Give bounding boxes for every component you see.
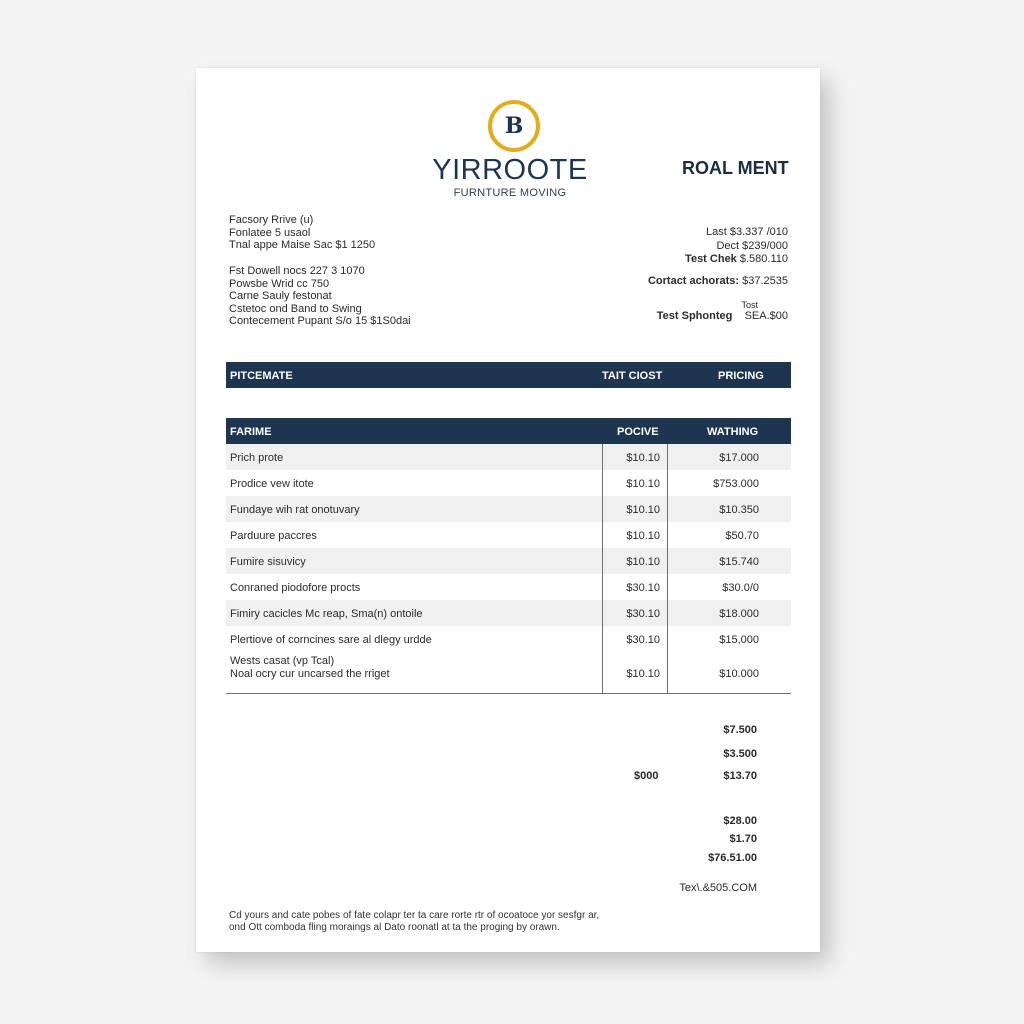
company-name: YIRROOTE	[432, 154, 588, 186]
address-line: Fst Dowell nocs 227 3 1070	[229, 265, 365, 277]
address-line: Contecement Pupant S/o 15 $1S0dai	[229, 315, 411, 327]
table-row	[226, 574, 791, 600]
summary-header-band	[226, 362, 791, 388]
row-amount: $10.350	[719, 504, 759, 516]
table-header-col-3: WATHING	[707, 426, 759, 438]
row-unit-price: $30.10	[626, 634, 660, 646]
company-logo	[488, 100, 540, 152]
grand-total: $76.51.00	[708, 852, 757, 864]
table-row	[226, 522, 791, 548]
row-amount: $30.0/0	[722, 582, 759, 594]
row-amount: $10.000	[719, 668, 759, 680]
contact-meta	[648, 275, 788, 289]
contact-label: Cortact achorats:	[647, 275, 740, 287]
row-amount: $17.000	[719, 452, 759, 464]
company-tagline: FURNTURE MOVING	[453, 187, 567, 199]
total-value: $13.70	[723, 770, 757, 782]
table-row	[226, 652, 791, 692]
invoice-sheet	[196, 68, 820, 952]
meta-value: $.580.110	[739, 253, 788, 265]
row-unit-price: $30.10	[626, 582, 660, 594]
invoice-meta	[685, 226, 788, 267]
footnote-line: ond Ott comboda fling moraings al Dato roonatl at ta the proging by orawn.	[229, 922, 560, 933]
row-description: Fumire sisuvicy	[230, 556, 306, 568]
address-line: Carne Sauly festonat	[229, 290, 332, 302]
table-row	[226, 626, 791, 652]
meta-line: Dect $239/000	[716, 239, 788, 252]
table-row	[226, 600, 791, 626]
table-bottom-rule	[226, 693, 791, 694]
total-label-value: $000	[634, 770, 659, 782]
total-value: $7.500	[723, 724, 757, 736]
row-description: Fundaye wih rat onotuvary	[230, 504, 360, 516]
row-amount: $50.70	[725, 530, 759, 542]
total-value: $3.500	[723, 748, 757, 760]
table-header	[226, 418, 791, 444]
contact-value: $37.2535	[742, 275, 788, 287]
row-unit-price: $10.10	[626, 668, 660, 680]
row-description: Prodice vew itote	[230, 478, 314, 490]
row-description-line-2: Noal ocry cur uncarsed the rriget	[230, 668, 390, 680]
table-row	[226, 548, 791, 574]
total-value: $1.70	[729, 833, 757, 845]
table-row	[226, 496, 791, 522]
row-description: Fimiry cacicles Mc reap, Sma(n) ontoile	[230, 608, 423, 620]
row-description	[230, 655, 390, 681]
row-description: Plertiove of corncines sare al dlegy urdde	[230, 634, 432, 646]
row-description: Parduure paccres	[230, 530, 317, 542]
address-line: Cstetoc ond Band to Swing	[229, 302, 362, 315]
row-unit-price: $10.10	[626, 478, 660, 490]
table-divider	[602, 444, 603, 693]
table-row	[226, 444, 791, 470]
row-amount: $15,000	[719, 634, 759, 646]
ship-value: SEA.$00	[744, 310, 788, 322]
address-line: Fonlatee 5 usaol	[229, 226, 311, 239]
row-description: Prich prote	[230, 452, 284, 464]
meta-label: Test Chek	[685, 253, 737, 265]
ship-meta	[657, 310, 788, 324]
meta-line	[685, 253, 788, 267]
address-block-1	[229, 214, 375, 252]
row-amount: $18.000	[719, 608, 759, 620]
table-row	[226, 470, 791, 496]
row-amount: $753.000	[713, 478, 759, 490]
table-header-col-2: POCIVE	[617, 426, 659, 438]
table-header-col-1: FARIME	[230, 426, 272, 438]
website-text: Tex\.&505.COM	[679, 882, 757, 894]
total-value: $28.00	[723, 815, 757, 827]
row-unit-price: $10.10	[626, 452, 660, 464]
meta-line: Last $3.337 /010	[706, 226, 788, 238]
row-unit-price: $10.10	[626, 504, 660, 516]
document-title: ROAL MENT	[682, 158, 789, 178]
logo-letter: B	[504, 113, 524, 139]
footnote-line: Cd yours and cate pobes of fate colapr ter ta care rorte rtr of ocoatoce yor sesfgr ar,	[229, 910, 600, 921]
row-description: Conraned piodofore procts	[230, 582, 361, 594]
row-unit-price: $10.10	[626, 556, 660, 568]
row-description-line-1: Wests casat (vp Tcal)	[230, 655, 335, 667]
band-col-2: TAIT CIOST	[602, 370, 663, 382]
row-unit-price: $10.10	[626, 530, 660, 542]
address-line: Tnal appe Maise Sac $1 1250	[229, 239, 376, 251]
table-divider	[667, 444, 668, 693]
band-col-1: PITCEMATE	[230, 370, 293, 382]
row-amount: $15.740	[719, 556, 759, 568]
band-col-3: PRICING	[718, 370, 764, 382]
row-unit-price: $30.10	[626, 608, 660, 620]
footnote	[229, 910, 609, 934]
meta-small-label: Tost	[741, 300, 758, 310]
ship-label: Test Sphonteg	[656, 310, 733, 322]
address-block-2	[229, 265, 411, 328]
address-line: Facsory Rrive (u)	[229, 214, 314, 226]
address-line: Powsbe Wrid cc 750	[229, 277, 330, 290]
items-table	[226, 444, 791, 692]
